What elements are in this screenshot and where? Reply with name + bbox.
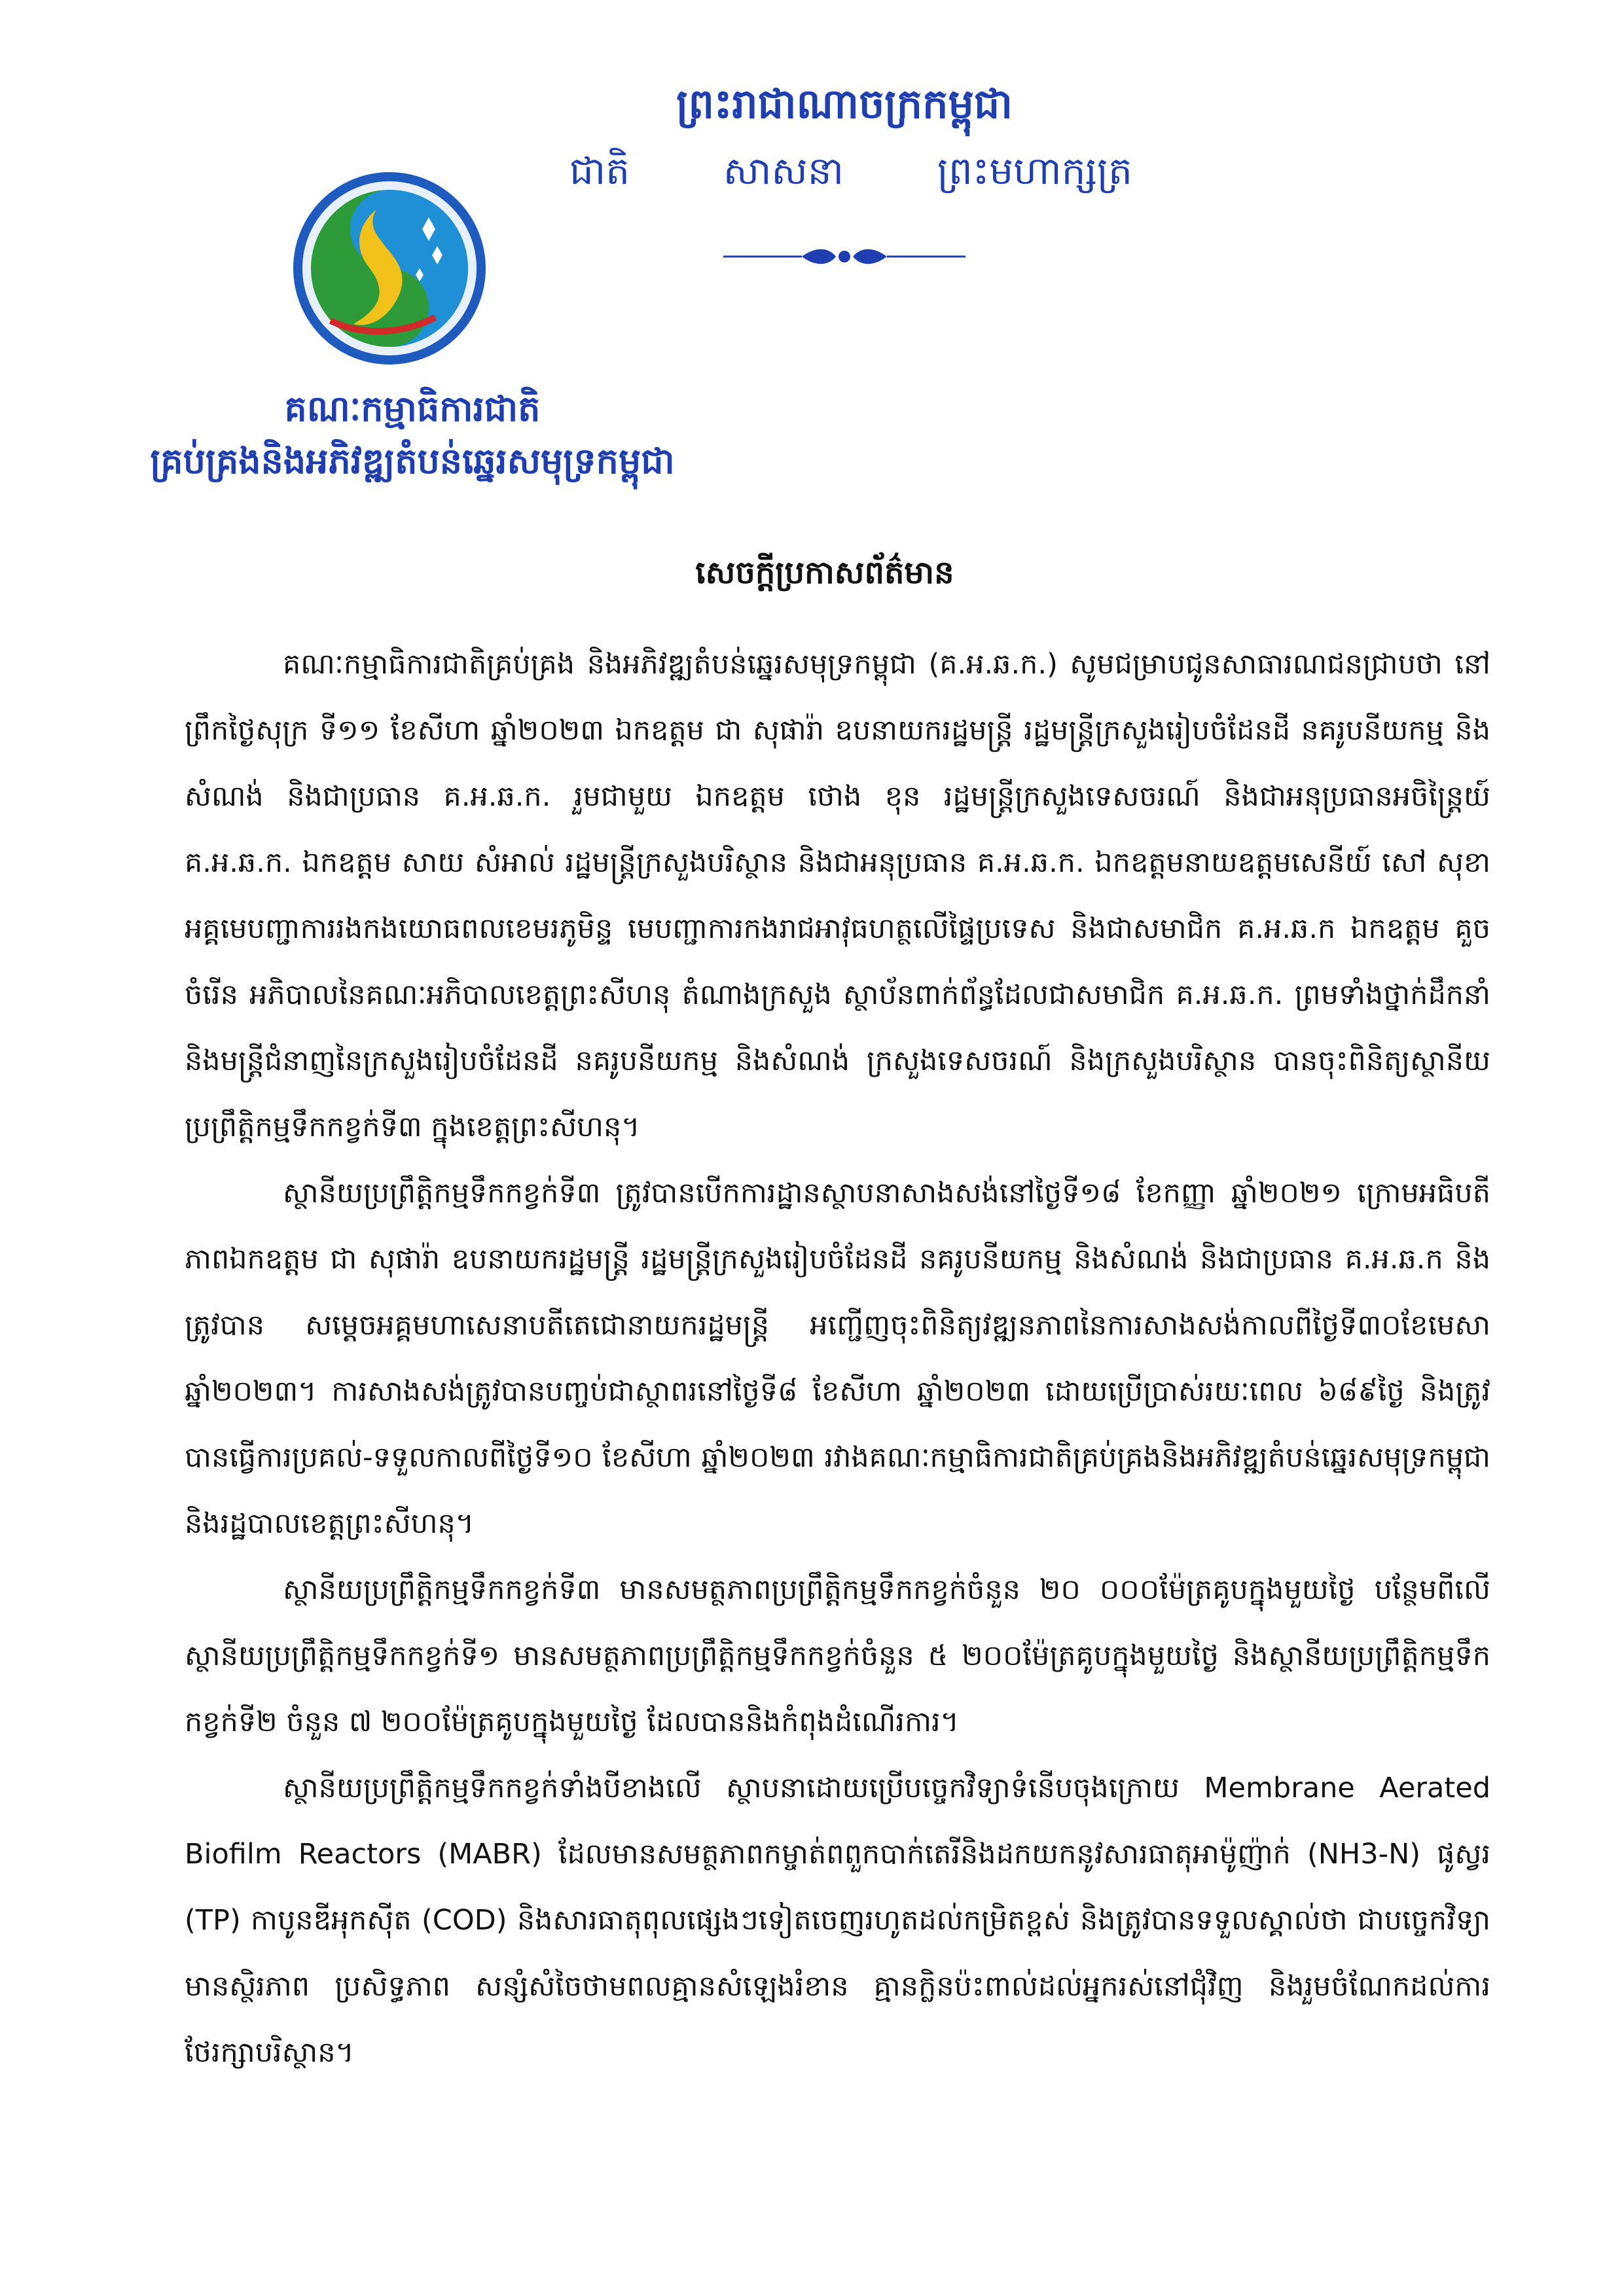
paragraph-4: ស្ថានីយប្រព្រឹត្តិកម្មទឹកកខ្វក់ទាំងបីខាងលើ ស្ថាបនាដោយប្រើបច្ចេកវិទ្យាទំនើបចុងក្រោយ Membrane Aerated Biofilm Reactors (MABR) ដែលមានសមត្ថភាពកម្ចាត់ពពួកបាក់តេរីនិងដកយកនូវសារធាតុអាម៉ូញ៉ាក់ (NH3-N) ផូស្វរ (TP) កាបូនឌីអុកស៊ីត (COD) និងសារធាតុពុលផ្សេងៗទៀតចេញរហូតដល់កម្រិតខ្ពស់ និងត្រូវបានទទួលស្គាល់ថា ជាបច្ចេកវិទ្យាមានស្ថិរភាព ប្រសិទ្ធភាព សន្សំសំចៃថាមពលគ្មានសំឡេងរំខាន គ្មានក្លិនប៉ះពាល់ដល់អ្នករស់នៅជុំវិញ និងរួមចំណែកដល់ការថែរក្សាបរិស្ថាន។ (185, 1772, 1490, 2069)
organization-name (105, 383, 720, 488)
motto-king: ព្រះមហាក្សត្រ (937, 149, 1132, 193)
motto-nation: ជាតិ (569, 149, 630, 193)
motto-religion: សាសនា (723, 149, 844, 193)
committee-logo (291, 170, 488, 367)
paragraph-2: ស្ថានីយប្រព្រឹត្តិកម្មទឹកកខ្វក់ទី៣ ត្រូវបានបើកការដ្ឋានស្ថាបនាសាងសង់នៅថ្ងៃទី១៨ ខែកញ្ញា ឆ្នាំ២០២១ ក្រោមអធិបតីភាពឯកឧត្តម ជា សុផារ៉ា ឧបនាយករដ្ឋមន្ត្រី រដ្ឋមន្ត្រីក្រសួងរៀបចំដែនដី នគរូបនីយកម្ម និងសំណង់ និងជាប្រធាន គ.អ.ឆ.ក និងត្រូវបាន សម្តេចអគ្គមហាសេនាបតីតេជោនាយករដ្ឋមន្ត្រី អញ្ជើញចុះពិនិត្យវឌ្ឍនភាពនៃការសាងសង់កាលពីថ្ងៃទី៣០ខែមេសា ឆ្នាំ២០២៣។ ការសាងសង់ត្រូវបានបញ្ចប់ជាស្ថាពរនៅថ្ងៃទី៨ ខែសីហា ឆ្នាំ២០២៣ ដោយប្រើប្រាស់រយៈពេល ៦៨៩ថ្ងៃ និងត្រូវបានធ្វើការប្រគល់-ទទួលកាលពីថ្ងៃទី១០ ខែសីហា ឆ្នាំ២០២៣ រវាងគណៈកម្មាធិការជាតិគ្រប់គ្រងនិងអភិវឌ្ឍតំបន់ឆ្នេរសមុទ្រកម្ពុជា និងរដ្ឋបាលខេត្តព្រះសីហនុ។ (185, 1177, 1490, 1540)
organization-name-line1: គណៈកម្មាធិការជាតិ (284, 388, 541, 429)
organization-name-line2: គ្រប់គ្រងនិងអភិវឌ្ឍតំបន់ឆ្នេរសមុទ្រកម្ពុជា (150, 440, 675, 482)
kingdom-heading: ព្រះរាជាណាចក្រកម្ពុជា (676, 80, 1013, 128)
paragraph-3: ស្ថានីយប្រព្រឹត្តិកម្មទឹកកខ្វក់ទី៣ មានសមត្ថភាពប្រព្រឹត្តិកម្មទឹកកខ្វក់ចំនួន ២០ ០០០ម៉ែត្រគូបក្នុងមួយថ្ងៃ បន្ថែមពីលើស្ថានីយប្រព្រឹត្តិកម្មទឹកកខ្វក់ទី១ មានសមត្ថភាពប្រព្រឹត្តិកម្មទឹកកខ្វក់ចំនួន ៥ ២០០ម៉ែត្រគូបក្នុងមួយថ្ងៃ និងស្ថានីយប្រព្រឹត្តិកម្មទឹកកខ្វក់ទី២ ចំនួន ៧ ២០០ម៉ែត្រគូបក្នុងមួយថ្ងៃ ដែលបាននិងកំពុងដំណើរការ។ (185, 1573, 1490, 1738)
document-body (185, 632, 1490, 2086)
document-title: សេចក្តីប្រកាសព័ត៌មាន (695, 554, 954, 591)
national-motto (569, 147, 1132, 203)
paragraph-1: គណៈកម្មាធិការជាតិគ្រប់គ្រង និងអភិវឌ្ឍតំបន់ឆ្នេរសមុទ្រកម្ពុជា (គ.អ.ឆ.ក.) សូមជម្រាបជូនសាធារណជនជ្រាបថា នៅព្រឹកថ្ងៃសុក្រ ទី១១ ខែសីហា ឆ្នាំ២០២៣ ឯកឧត្តម ជា សុផារ៉ា ឧបនាយករដ្ឋមន្ត្រី រដ្ឋមន្ត្រីក្រសួងរៀបចំដែនដី នគរូបនីយកម្ម និងសំណង់ និងជាប្រធាន គ.អ.ឆ.ក. រួមជាមួយ ឯកឧត្តម ថោង ខុន រដ្ឋមន្ត្រីក្រសួងទេសចរណ៍ និងជាអនុប្រធានអចិន្ត្រៃយ៍ គ.អ.ឆ.ក. ឯកឧត្តម សាយ សំអាល់ រដ្ឋមន្ត្រីក្រសួងបរិស្ថាន និងជាអនុប្រធាន គ.អ.ឆ.ក. ឯកឧត្តមនាយឧត្តមសេនីយ៍ សៅ សុខា អគ្គមេបញ្ជាការរងកងយោធពលខេមរភូមិន្ទ មេបញ្ជាការកងរាជអាវុធហត្ថលើផ្ទៃប្រទេស និងជាសមាជិក គ.អ.ឆ.ក ឯកឧត្តម គួច ចំរើន អភិបាលនៃគណៈអភិបាលខេត្តព្រះសីហនុ តំណាងក្រសួង ស្ថាប័នពាក់ព័ន្ធដែលជាសមាជិក គ.អ.ឆ.ក. ព្រមទាំងថ្នាក់ដឹកនាំ និងមន្ត្រីជំនាញនៃក្រសួងរៀបចំដែនដី នគរូបនីយកម្ម និងសំណង់ ក្រសួងទេសចរណ៍ និងក្រសួងបរិស្ថាន បានចុះពិនិត្យស្ថានីយប្រព្រឹត្តិកម្មទឹកកខ្វក់ទី៣ ក្នុងខេត្តព្រះសីហនុ។ (185, 648, 1490, 1143)
divider-ornament (723, 245, 965, 268)
